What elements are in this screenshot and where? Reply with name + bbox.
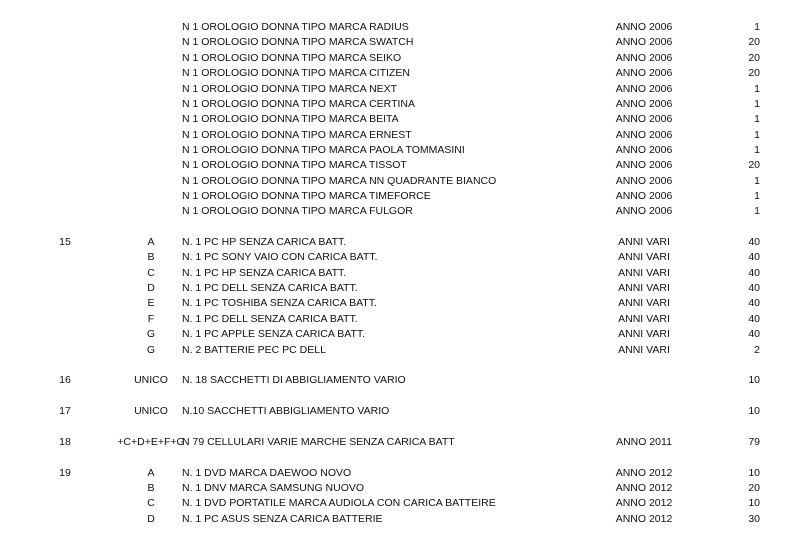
item-description: N. 1 DVD PORTATILE MARCA AUDIOLA CON CARICA BATTEIRE <box>182 497 496 509</box>
item-description: N. 1 PC TOSHIBA SENZA CARICA BATT. <box>182 297 377 309</box>
sub-lot-letter: G <box>146 344 156 356</box>
item-description: N. 1 PC APPLE SENZA CARICA BATT. <box>182 328 366 340</box>
sub-lot-letter: A <box>147 467 155 479</box>
item-quantity: 1 <box>754 205 760 217</box>
table-row <box>0 512 800 527</box>
table-row <box>0 51 800 66</box>
item-description: N 1 OROLOGIO DONNA TIPO MARCA SEIKO <box>182 52 402 64</box>
sub-lot-letter: D <box>147 513 155 525</box>
item-description: N. 2 BATTERIE PEC PC DELL <box>182 344 326 356</box>
lot-number: 19 <box>59 467 71 479</box>
item-quantity: 79 <box>748 436 760 448</box>
item-description: N 1 OROLOGIO DONNA TIPO MARCA TISSOT <box>182 159 407 171</box>
item-description: N. 1 PC HP SENZA CARICA BATT. <box>182 267 347 279</box>
sub-lot-letter: UNICO <box>134 405 168 417</box>
item-year: ANNO 2006 <box>615 113 673 125</box>
item-year: ANNO 2006 <box>615 144 673 156</box>
table-row <box>0 250 800 265</box>
item-year: ANNO 2006 <box>615 159 673 171</box>
table-row <box>0 466 800 481</box>
item-year: ANNO 2006 <box>615 36 673 48</box>
item-year: ANNO 2006 <box>615 52 673 64</box>
item-year: ANNO 2012 <box>615 513 673 525</box>
table-row <box>0 97 800 112</box>
item-year: ANNO 2006 <box>615 83 673 95</box>
sub-lot-letter: +C+D+E+F+G <box>117 436 185 448</box>
sub-lot-letter: D <box>147 282 155 294</box>
sub-lot-letter: UNICO <box>134 374 168 386</box>
table-row <box>0 189 800 204</box>
item-quantity: 2 <box>754 344 760 356</box>
item-quantity: 40 <box>748 251 760 263</box>
item-description: N 1 OROLOGIO DONNA TIPO MARCA CERTINA <box>182 98 415 110</box>
table-row <box>0 481 800 496</box>
item-year: ANNO 2006 <box>615 98 673 110</box>
item-description: N. 1 PC HP SENZA CARICA BATT. <box>182 236 347 248</box>
item-description: N. 1 PC DELL SENZA CARICA BATT. <box>182 313 358 325</box>
item-quantity: 1 <box>754 21 760 33</box>
table-row <box>0 327 800 342</box>
item-description: N 1 OROLOGIO DONNA TIPO MARCA FULGOR <box>182 205 413 217</box>
lot-number: 15 <box>59 236 71 248</box>
item-description: N. 1 PC ASUS SENZA CARICA BATTERIE <box>182 513 383 525</box>
table-row <box>0 312 800 327</box>
item-quantity: 40 <box>748 267 760 279</box>
item-description: N 1 OROLOGIO DONNA TIPO MARCA PAOLA TOMMASINI <box>182 144 465 156</box>
sub-lot-letter: F <box>147 313 155 325</box>
item-quantity: 20 <box>748 36 760 48</box>
sub-lot-letter: C <box>147 267 155 279</box>
item-year: ANNI VARI <box>618 282 670 294</box>
item-description: N 1 OROLOGIO DONNA TIPO MARCA TIMEFORCE <box>182 190 431 202</box>
table-row <box>0 66 800 81</box>
table-row <box>0 496 800 511</box>
sub-lot-letter: A <box>147 236 155 248</box>
item-quantity: 40 <box>748 328 760 340</box>
item-quantity: 1 <box>754 113 760 125</box>
item-year: ANNO 2012 <box>615 467 673 479</box>
item-year: ANNI VARI <box>618 313 670 325</box>
item-year: ANNI VARI <box>618 267 670 279</box>
item-description: N 1 OROLOGIO DONNA TIPO MARCA NEXT <box>182 83 398 95</box>
item-year: ANNO 2006 <box>615 129 673 141</box>
item-quantity: 20 <box>748 159 760 171</box>
table-row <box>0 204 800 219</box>
item-description: N 79 CELLULARI VARIE MARCHE SENZA CARICA BATT <box>182 436 455 448</box>
item-description: N 1 OROLOGIO DONNA TIPO MARCA SWATCH <box>182 36 414 48</box>
item-year: ANNI VARI <box>618 236 670 248</box>
table-row <box>0 158 800 173</box>
item-quantity: 20 <box>748 67 760 79</box>
item-quantity: 10 <box>748 405 760 417</box>
table-row <box>0 343 800 358</box>
item-description: N. 18 SACCHETTI DI ABBIGLIAMENTO VARIO <box>182 374 406 386</box>
item-year: ANNI VARI <box>618 297 670 309</box>
item-description: N 1 OROLOGIO DONNA TIPO MARCA RADIUS <box>182 21 409 33</box>
item-year: ANNO 2011 <box>616 436 672 448</box>
item-description: N. 1 DNV MARCA SAMSUNG NUOVO <box>182 482 365 494</box>
sub-lot-letter: C <box>147 497 155 509</box>
table-row <box>0 174 800 189</box>
item-quantity: 1 <box>754 190 760 202</box>
item-year: ANNI VARI <box>618 251 670 263</box>
table-row <box>0 128 800 143</box>
item-quantity: 40 <box>748 297 760 309</box>
lot-number: 18 <box>59 436 71 448</box>
sub-lot-letter: B <box>147 482 155 494</box>
item-description: N 1 OROLOGIO DONNA TIPO MARCA CITIZEN <box>182 67 410 79</box>
item-quantity: 1 <box>754 83 760 95</box>
table-row <box>0 235 800 250</box>
item-quantity: 10 <box>748 467 760 479</box>
item-quantity: 1 <box>754 98 760 110</box>
table-row <box>0 20 800 35</box>
table-row <box>0 143 800 158</box>
item-quantity: 1 <box>754 175 760 187</box>
item-quantity: 1 <box>754 144 760 156</box>
item-quantity: 40 <box>748 313 760 325</box>
table-row <box>0 296 800 311</box>
item-year: ANNO 2006 <box>615 205 673 217</box>
table-row <box>0 266 800 281</box>
item-quantity: 40 <box>748 282 760 294</box>
table-row <box>0 435 800 450</box>
item-year: ANNO 2012 <box>615 497 673 509</box>
item-quantity: 10 <box>748 497 760 509</box>
item-quantity: 20 <box>748 482 760 494</box>
sub-lot-letter: B <box>147 251 155 263</box>
lot-number: 16 <box>59 374 71 386</box>
item-description: N 1 OROLOGIO DONNA TIPO MARCA BEITA <box>182 113 399 125</box>
lot-number: 17 <box>59 405 71 417</box>
item-year: ANNO 2006 <box>615 67 673 79</box>
table-row <box>0 82 800 97</box>
item-quantity: 20 <box>748 52 760 64</box>
table-row <box>0 112 800 127</box>
item-year: ANNI VARI <box>618 328 670 340</box>
item-description: N. 1 DVD MARCA DAEWOO NOVO <box>182 467 352 479</box>
sub-lot-letter: E <box>147 297 155 309</box>
item-description: N 1 OROLOGIO DONNA TIPO MARCA ERNEST <box>182 129 412 141</box>
table-row <box>0 281 800 296</box>
item-year: ANNO 2012 <box>615 482 673 494</box>
item-description: N 1 OROLOGIO DONNA TIPO MARCA NN QUADRANTE BIANCO <box>182 175 497 187</box>
item-description: N. 1 PC SONY VAIO CON CARICA BATT. <box>182 251 378 263</box>
item-quantity: 30 <box>748 513 760 525</box>
item-quantity: 40 <box>748 236 760 248</box>
item-year: ANNO 2006 <box>615 175 673 187</box>
table-row <box>0 404 800 419</box>
item-description: N. 1 PC DELL SENZA CARICA BATT. <box>182 282 358 294</box>
item-quantity: 1 <box>754 129 760 141</box>
item-year: ANNO 2006 <box>615 190 673 202</box>
item-quantity: 10 <box>748 374 760 386</box>
item-year: ANNO 2006 <box>615 21 673 33</box>
item-year: ANNI VARI <box>618 344 670 356</box>
table-row <box>0 35 800 50</box>
sub-lot-letter: G <box>146 328 156 340</box>
item-description: N.10 SACCHETTI ABBIGLIAMENTO VARIO <box>182 405 390 417</box>
table-row <box>0 373 800 388</box>
